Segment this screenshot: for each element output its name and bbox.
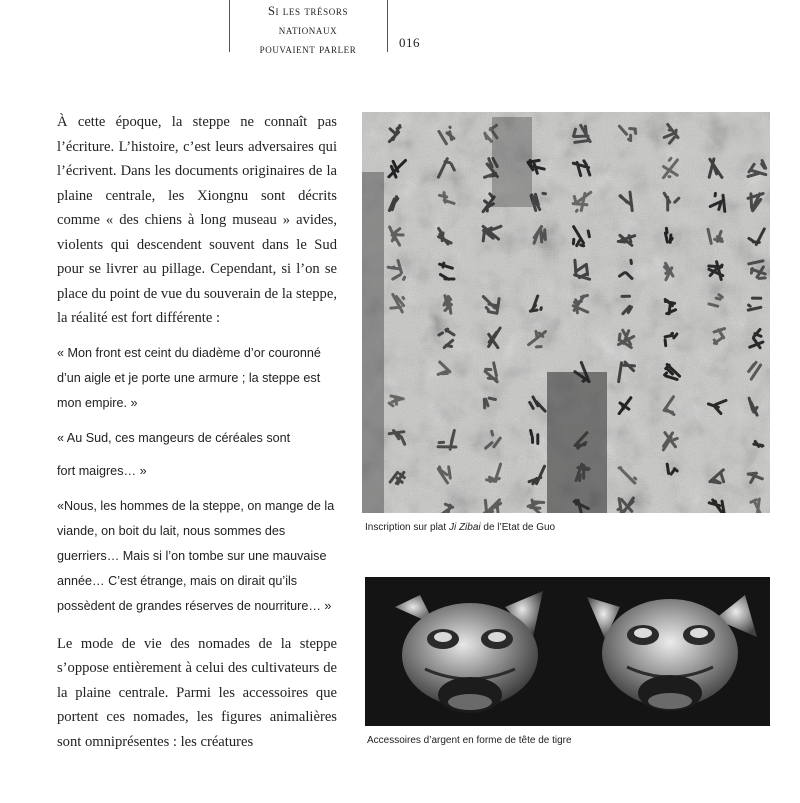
text-column [57,110,337,754]
paragraph-intro: À cette époque, la steppe ne connaît pas l’écriture. L’histoire, c’est leurs adversaires qui l’écrivent. Dans les documents originaires de la plaine centrale, les Xiongnu sont décrits comme « des chiens à long museau » avides, violents qui descendent souvent dans le Sud pour se livrer au pillage. Cependant, si l’on se place du point de vue du souverain de la steppe, la réalité est fort différente : [57,114,337,326]
page-number: 016 [399,35,420,50]
running-header-line-2: nationaux [278,23,338,37]
tiger-heads-photo [365,577,770,726]
header-rule-left [229,0,230,52]
inscription-caption [365,522,555,533]
running-header-title [236,2,380,59]
paragraph-nomads: Le mode de vie des nomades de la steppe s’oppose entièrement à celui des cultivateurs de la plaine centrale. Parmi les accessoires que portent ces nomades, les figures animalières sont omniprésentes : les créatures [57,635,337,750]
inscription-caption-title: Ji Zibai [448,522,481,533]
running-header-line-1: Si les trésors [267,4,349,18]
header-rule-right [387,0,388,52]
quote-south-line-1: « Au Sud, ces mangeurs de céréales sont [57,430,291,445]
bronze-inscription-image [362,112,770,513]
quote-south-line-2: fort maigres… » [57,463,147,478]
quote-diadem: « Mon front est ceint du diadème d’or couronné d’un aigle et je porte une armure ; la steppe est mon empire. » [57,345,321,410]
inscription-caption-prefix: Inscription sur plat [365,522,449,533]
tiger-caption: Accessoires d’argent en forme de tête de tigre [367,735,572,746]
running-header-line-3: pouvaient parler [259,42,357,56]
inscription-photo [362,112,770,513]
inscription-caption-suffix: de l’Etat de Guo [480,522,556,533]
quote-steppe-men: «Nous, les hommes de la steppe, on mange de la viande, on boit du lait, nous sommes des guerriers… Mais si l’on tombe sur une mauvaise année… C’est étrange, mais on dirait qu’ils possèdent de grandes réserves de nourriture… » [57,498,335,613]
silver-tiger-heads-image [365,577,770,726]
